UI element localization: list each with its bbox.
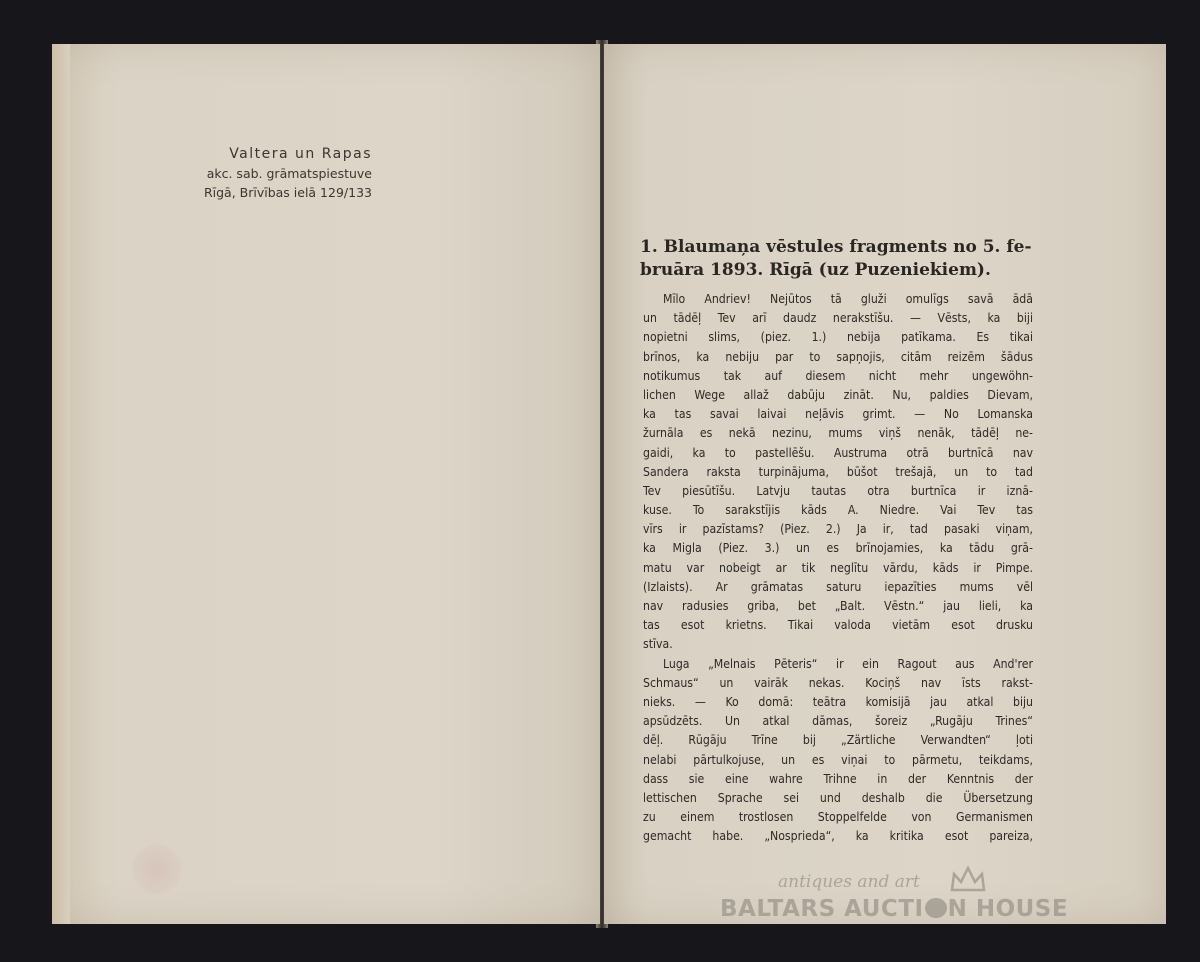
heading-line-1: 1. Blaumaņa vēstules fragments no 5. fe- [640,237,1032,257]
body-line: ka tas savai laivai neļāvis grimt. — No Lomanska [643,407,1033,422]
imprint-line-1: Valtera un Rapas [229,146,372,162]
body-line: Sandera raksta turpinājuma, būšot trešajā, un to tad [643,464,1033,479]
body-line: stīva. [643,637,673,652]
body-line: nelabi pārtulkojuse, un es viņai to pārmetu, teikdams, [643,752,1033,767]
body-line: brīnos, ka nebiju par to sapņojis, citām reizēm šādus [643,349,1033,364]
letter-body [643,290,1033,846]
body-line: ka Migla (Piez. 3.) un es brīnojamies, ka tādu grā- [643,541,1033,556]
body-line: kuse. To sarakstījis kāds A. Niedre. Vai Tev tas [643,503,1033,518]
watermark-tagline: antiques and art [778,872,920,892]
body-line: un tādēļ Tev arī daudz nerakstīšu. — Vēsts, ka biji [643,311,1033,326]
body-line: lichen Wege allaž dabūju zināt. Nu, paldies Dievam, [643,387,1033,402]
body-line: tas esot krietns. Tikai valoda vietām esot drusku [643,618,1033,633]
paper-stain [132,844,182,894]
body-line: gemacht habe. „Nosprieda“, ka kritika esot pareiza, [643,829,1033,844]
body-line: nopietni slims, (piez. 1.) nebija patīkama. Es tikai [643,330,1033,345]
body-line: lettischen Sprache sei und deshalb die Übersetzung [643,790,1033,805]
body-line: Schmaus“ un vairāk nekas. Kociņš nav īsts rakst- [643,675,1033,690]
body-line: nieks. — Ko domā: teātra komisijā jau atkal biju [643,694,1033,709]
body-line: matu var nobeigt ar tik neglītu vārdu, kāds ir Pimpe. [643,560,1033,575]
body-line: (Izlaists). Ar grāmatas saturu iepazīties mums vēl [643,579,1033,594]
body-line: Luga „Melnais Pēteris“ ir ein Ragout aus And'rer [663,656,1033,671]
watermark-o-icon [925,898,947,918]
body-line: vīrs ir pazīstams? (Piez. 2.) Ja ir, tad pasaki viņam, [643,522,1033,537]
section-heading [640,236,1040,282]
printer-imprint [192,146,372,200]
watermark-brand [720,896,1068,922]
body-line: žurnāla es nekā nezinu, mums viņš nenāk, tādēļ ne- [643,426,1033,441]
watermark-brand-end: N HOUSE [947,896,1069,922]
heading-line-2: bruāra 1893. Rīgā (uz Puzeniekiem). [640,260,991,280]
body-line: gaidi, ka to pastellēšu. Austruma otrā burtnīcā nav [643,445,1033,460]
watermark-brand-start: BALTARS AUCTI [720,896,924,922]
body-line: nav radusies griba, bet „Balt. Vēstn.“ jau lieli, ka [643,599,1033,613]
crown-icon [948,864,988,894]
body-line: Mīlo Andriev! Nejūtos tā gluži omulīgs savā ādā [663,292,1033,306]
imprint-line-3: Rīgā, Brīvības ielā 129/133 [203,185,372,200]
body-line: dēļ. Rūgāju Trīne bij „Zärtliche Verwandten“ ļoti [643,733,1033,748]
body-line: notikumus tak auf diesem nicht mehr ungewöhn- [643,368,1033,383]
imprint-line-2: akc. sab. grāmatspiestuve [206,166,372,181]
body-line: Tev piesūtīšu. Latvju tautas otra burtnīca ir iznā- [643,483,1033,498]
body-line: apsūdzēts. Un atkal dāmas, šoreiz „Rugāju Trines“ [643,714,1033,729]
body-line: dass sie eine wahre Trihne in der Kenntnis der [643,771,1033,786]
body-line: zu einem trostlosen Stoppelfelde von Germanismen [643,810,1033,825]
